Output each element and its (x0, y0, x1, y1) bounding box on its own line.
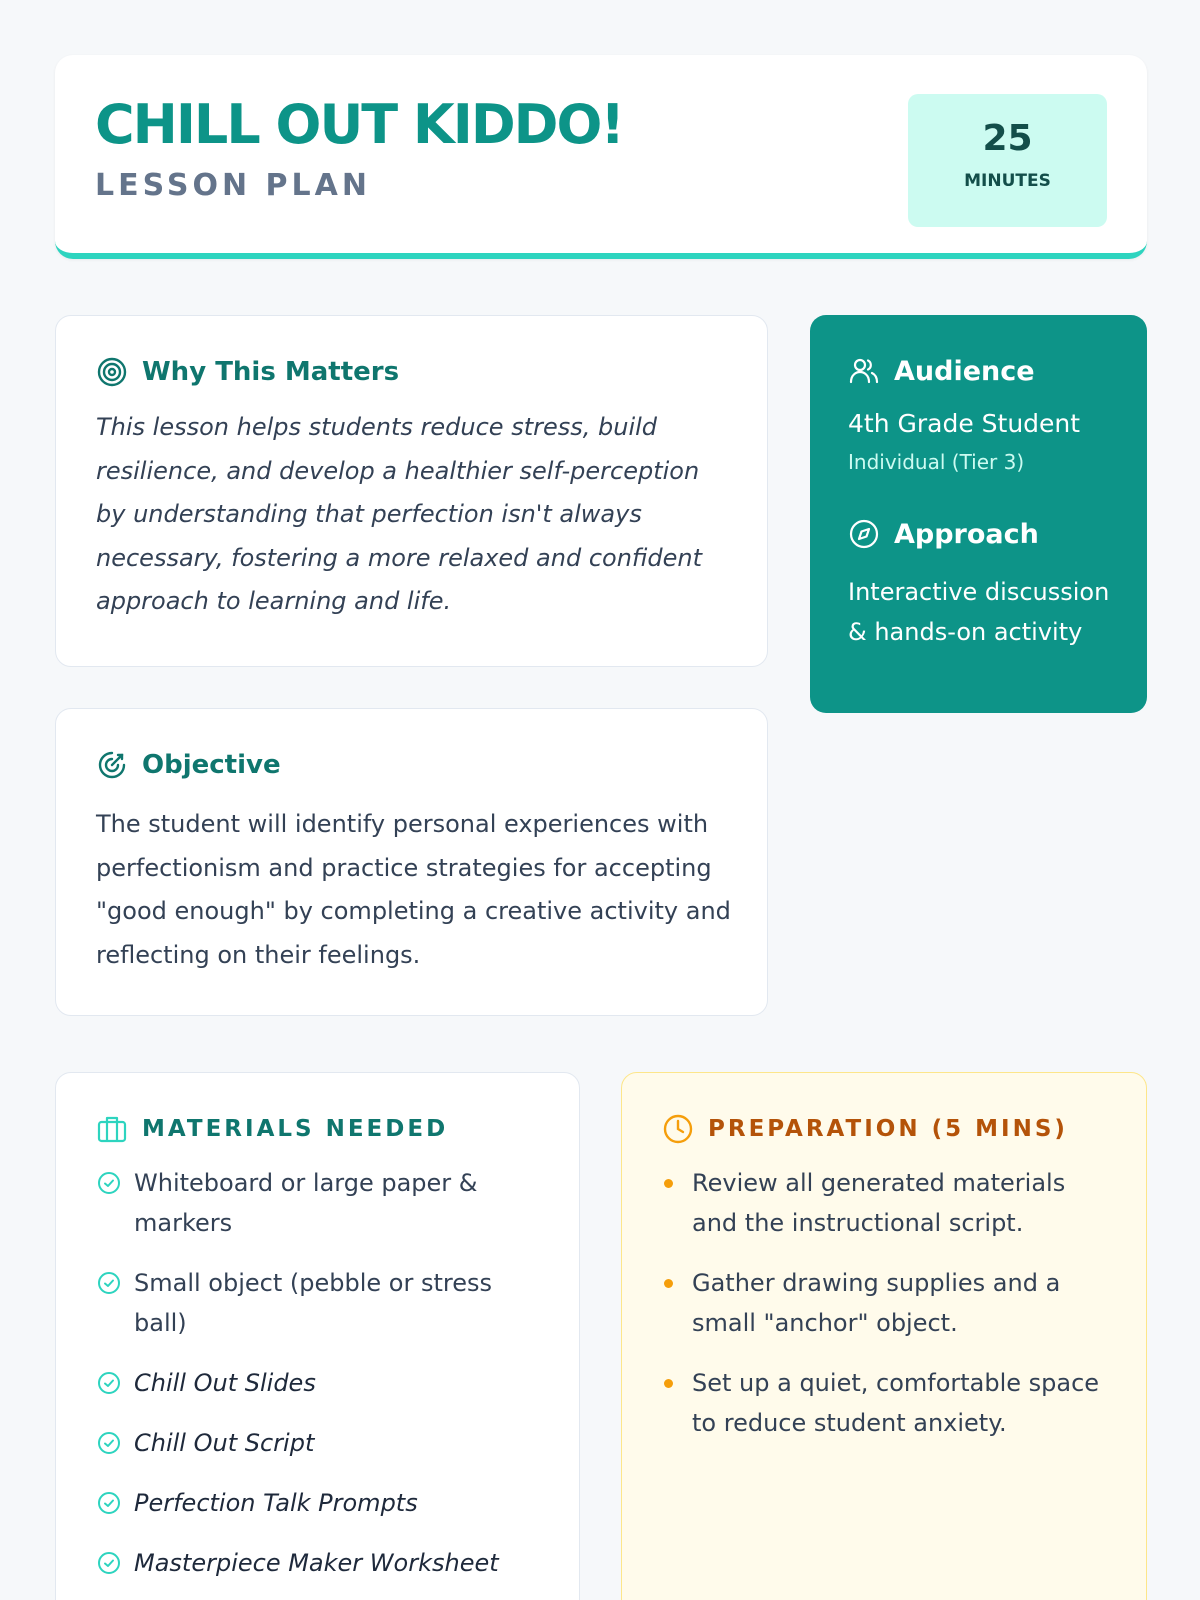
compass-icon (848, 518, 880, 550)
materials-heading-row (96, 1113, 549, 1145)
material-item-text: Perfection Talk Prompts (134, 1489, 418, 1517)
material-item-text: Masterpiece Maker Worksheet (134, 1549, 499, 1577)
duration-value: 25 (982, 118, 1033, 159)
bullet-dot (664, 1179, 673, 1188)
material-item-text: Chill Out Slides (134, 1369, 316, 1397)
preparation-list (662, 1163, 1116, 1443)
audience-heading: Audience (894, 355, 1035, 387)
audience-grade: 4th Grade Student (848, 409, 1081, 438)
duration-badge (908, 94, 1107, 227)
check-circle-icon (96, 1491, 122, 1515)
preparation-heading: PREPARATION (5 MINS) (708, 1116, 1068, 1142)
objective-text: The student will identify personal experiences with perfectionism and practice strategies for accepting "good enough" by completing a creative activity and reflecting on their feelings. (96, 810, 731, 969)
clock-icon (662, 1113, 694, 1145)
list-item (662, 1363, 1116, 1443)
list-item (96, 1423, 549, 1463)
preparation-heading-row (662, 1113, 1116, 1145)
why-text: This lesson helps students reduce stress, build resilience, and develop a healthier self-perception by understanding that perfection isn't always necessary, fostering a more relaxed and confident approach to learning and life. (96, 413, 703, 615)
check-circle-icon (96, 1171, 122, 1195)
materials-card (55, 1072, 580, 1600)
duration-unit: MINUTES (964, 171, 1051, 191)
audience-heading-row (848, 355, 1111, 387)
audience-tier: Individual (Tier 3) (848, 450, 1025, 474)
material-item-text: Chill Out Script (134, 1429, 315, 1457)
materials-list (96, 1163, 549, 1583)
preparation-item-text: Review all generated materials and the instructional script. (692, 1169, 1066, 1237)
users-icon (848, 355, 880, 387)
lesson-subtitle: LESSON PLAN (95, 168, 371, 203)
lesson-title: CHILL OUT KIDDO! (95, 93, 624, 156)
approach-text: Interactive discussion & hands-on activity (848, 578, 1110, 646)
list-item (662, 1263, 1116, 1343)
preparation-item-text: Set up a quiet, comfortable space to reduce student anxiety. (692, 1369, 1100, 1437)
check-circle-icon (96, 1551, 122, 1575)
preparation-card (621, 1072, 1147, 1600)
approach-heading-row (848, 518, 1111, 550)
target-icon (96, 356, 128, 388)
list-item (96, 1263, 549, 1343)
check-circle-icon (96, 1431, 122, 1455)
list-item (96, 1163, 549, 1243)
bullet-dot (664, 1279, 673, 1288)
list-item (96, 1363, 549, 1403)
preparation-item-text: Gather drawing supplies and a small "anchor" object. (692, 1269, 1061, 1337)
objective-heading-row (96, 749, 731, 781)
material-item-text: Small object (pebble or stress ball) (134, 1269, 492, 1337)
material-item-text: Whiteboard or large paper & markers (134, 1169, 478, 1237)
check-circle-icon (96, 1371, 122, 1395)
briefcase-icon (96, 1113, 128, 1145)
list-item (96, 1483, 549, 1523)
why-this-matters-card (55, 315, 768, 667)
list-item (96, 1543, 549, 1583)
list-item (662, 1163, 1116, 1243)
bullet-dot (664, 1379, 673, 1388)
why-heading-row (96, 356, 731, 388)
check-circle-icon (96, 1271, 122, 1295)
lesson-header (55, 55, 1147, 259)
materials-heading: MATERIALS NEEDED (142, 1116, 449, 1142)
approach-heading: Approach (894, 518, 1039, 550)
audience-approach-panel (810, 315, 1147, 713)
objective-card (55, 708, 768, 1016)
why-heading: Why This Matters (142, 357, 400, 387)
goal-icon (96, 749, 128, 781)
objective-heading: Objective (142, 750, 281, 780)
